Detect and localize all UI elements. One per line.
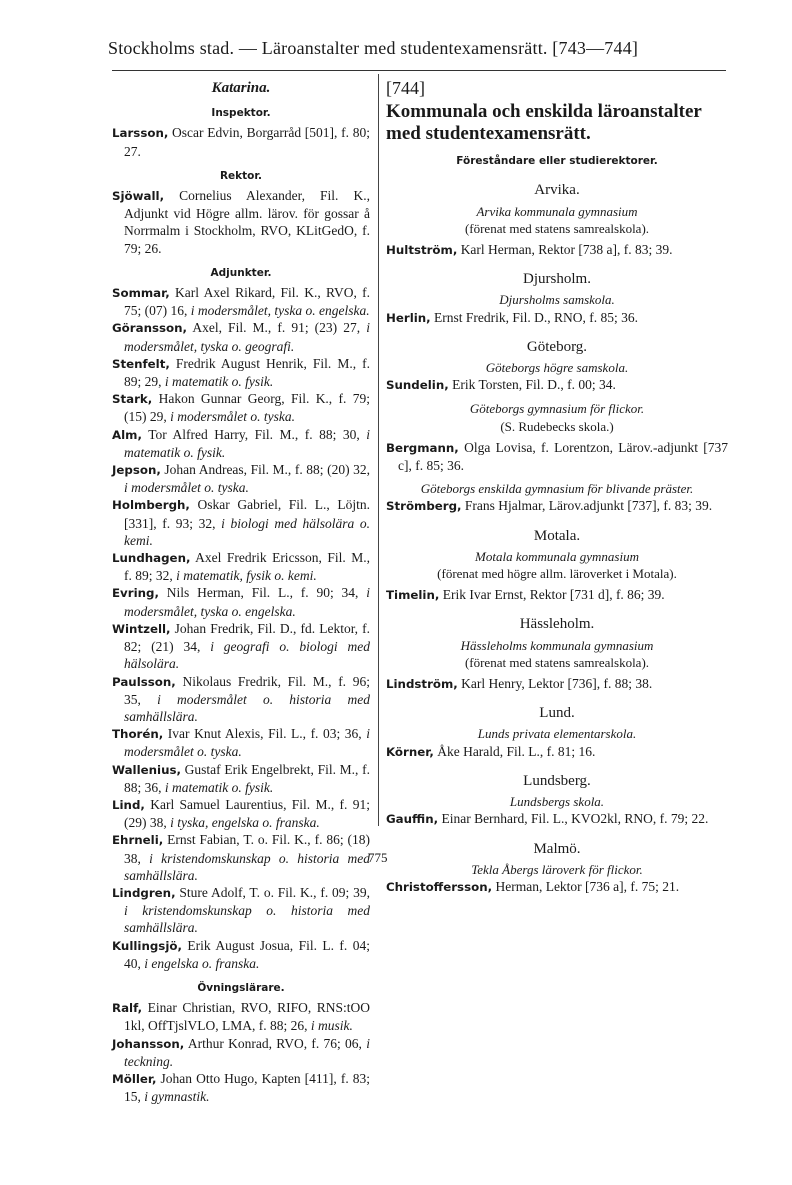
adjunkter-heading: Adjunkter.	[210, 266, 272, 279]
school-arvika: Arvika kommunala gymnasium	[476, 203, 638, 219]
column-divider	[378, 74, 379, 826]
list-entry: Holmbergh, Oskar Gabriel, Fil. L., Löjtn. [331], f. 93; 32, i biologi med hälsolära o. kemi.	[112, 497, 370, 548]
city-motala: Motala.	[533, 527, 581, 544]
entry-arvika: Hultström, Karl Herman, Rektor [738 a], f. 83; 39.	[386, 242, 673, 258]
school-goteborg-1: Göteborgs högre samskola.	[485, 360, 629, 376]
section-number: [744]	[386, 78, 425, 98]
school-motala: Motala kommunala gymnasium	[475, 548, 639, 564]
list-entry: Göransson, Axel, Fil. M., f. 91; (23) 27, i modersmålet, tyska o. geografi.	[112, 320, 370, 354]
section-title: Kommunala och enskilda läroanstalter med studentexamensrätt.	[386, 101, 702, 145]
list-entry: Stark, Hakon Gunnar Georg, Fil. K., f. 79; (15) 29, i modersmålet o. tyska.	[112, 391, 370, 425]
entry-lundsberg: Gauffin, Einar Bernhard, Fil. L., KVO2kl, RNO, f. 79; 22.	[386, 811, 709, 827]
list-entry: Stenfelt, Fredrik August Henrik, Fil. M., f. 89; 29, i matematik o. fysik.	[112, 355, 370, 390]
list-entry: Kullingsjö, Erik August Josua, Fil. L. f. 04; 40, i engelska o. franska.	[112, 937, 370, 971]
ovningslarare-heading: Övningslärare.	[197, 981, 285, 994]
city-lundsberg: Lundsberg.	[523, 772, 591, 789]
school-goteborg-3: Göteborgs enskilda gymnasium för blivande präster.	[420, 481, 694, 497]
school-note-hassleholm: (förenat med statens samrealskola).	[464, 654, 650, 670]
list-entry: Lind, Karl Samuel Laurentius, Fil. M., f. 91; (29) 38, i tyska, engelska o. franska.	[112, 796, 370, 831]
page-number: 775	[368, 850, 388, 865]
list-entry: Ehrneli, Ernst Fabian, T. o. Fil. K., f. 86; (18) 38, i kristendomskunskap o. historia med samhällslära.	[112, 832, 370, 883]
city-lund: Lund.	[539, 705, 575, 722]
city-hassleholm: Hässleholm.	[519, 616, 595, 633]
school-heading: Katarina.	[211, 80, 271, 96]
city-malmo: Malmö.	[533, 840, 581, 857]
city-djursholm: Djursholm.	[523, 271, 591, 288]
forestandare-heading: Föreståndare eller studierektorer.	[456, 155, 658, 168]
school-note-motala: (förenat med högre allm. läroverket i Motala).	[437, 566, 677, 582]
list-entry: Sommar, Karl Axel Rikard, Fil. K., RVO, f. 75; (07) 16, i modersmålet, tyska o. engelska.	[112, 285, 370, 319]
entry-hassleholm: Lindström, Karl Henry, Lektor [736], f. 88; 38.	[386, 676, 653, 692]
list-entry: Alm, Tor Alfred Harry, Fil. M., f. 88; 30, i matematik o. fysik.	[112, 426, 370, 460]
list-entry: Möller, Johan Otto Hugo, Kapten [411], f. 83; 15, i gymnastik.	[112, 1070, 370, 1105]
list-entry: Wallenius, Gustaf Erik Engelbrekt, Fil. M., f. 88; 36, i matematik o. fysik.	[112, 761, 370, 795]
left-column	[112, 80, 370, 1105]
entry-goteborg-3: Strömberg, Frans Hjalmar, Lärov.adjunkt [737], f. 83; 39.	[386, 498, 713, 514]
list-entry: Lindgren, Sture Adolf, T. o. Fil. K., f. 09; 39, i kristendomskunskap o. historia med samhällslära.	[112, 884, 370, 936]
list-entry: Lundhagen, Axel Fredrik Ericsson, Fil. M., f. 89; 32, i matematik, fysik o. kemi.	[112, 550, 370, 584]
city-arvika: Arvika.	[534, 182, 580, 199]
entry-motala: Timelin, Erik Ivar Ernst, Rektor [731 d], f. 86; 39.	[386, 587, 665, 603]
school-hassleholm: Hässleholms kommunala gymnasium	[460, 637, 654, 653]
adjunkter-list	[112, 284, 370, 972]
right-column	[386, 80, 728, 896]
school-goteborg-2: Göteborgs gymnasium för flickor.	[469, 401, 645, 417]
entry-malmo: Christoffersson, Herman, Lektor [736 a], f. 75; 21.	[386, 878, 680, 894]
list-entry: Ralf, Einar Christian, RVO, RIFO, RNS:tOO 1kl, OffTjslVLO, LMA, f. 88; 26, i musik.	[112, 1000, 370, 1034]
list-entry: Wintzell, Johan Fredrik, Fil. D., fd. Lektor, f. 82; (21) 34, i geografi o. biologi med hälsolära.	[112, 620, 370, 672]
list-entry: Thorén, Ivar Knut Alexis, Fil. L., f. 03; 36, i modersmålet o. tyska.	[112, 726, 370, 760]
school-note-goteborg-2: (S. Rudebecks skola.)	[500, 418, 614, 434]
list-entry: Johansson, Arthur Konrad, RVO, f. 76; 06, i teckning.	[112, 1035, 370, 1069]
list-entry: Evring, Nils Herman, Fil. L., f. 90; 34, i modersmålet, tyska o. engelska.	[112, 585, 370, 619]
inspektor-entry: Larsson, Oscar Edvin, Borgarråd [501], f. 80; 27.	[112, 125, 370, 159]
school-malmo: Tekla Åbergs läroverk för flickor.	[471, 861, 643, 877]
rektor-heading: Rektor.	[219, 169, 263, 182]
entry-djursholm: Herlin, Ernst Fredrik, Fil. D., RNO, f. 85; 36.	[386, 309, 639, 325]
inspektor-heading: Inspektor.	[211, 107, 271, 120]
school-note-arvika: (förenat med statens samrealskola).	[464, 220, 650, 236]
entry-lund: Körner, Åke Harald, Fil. L., f. 81; 16.	[386, 743, 596, 759]
list-entry: Jepson, Johan Andreas, Fil. M., f. 88; (20) 32, i modersmålet o. tyska.	[112, 462, 370, 496]
city-goteborg: Göteborg.	[526, 338, 588, 355]
school-djursholm: Djursholms samskola.	[499, 292, 615, 308]
header-rule	[112, 70, 726, 71]
ovningslarare-list	[112, 999, 370, 1105]
entry-goteborg-1: Sundelin, Erik Torsten, Fil. D., f. 00; 34.	[386, 377, 616, 393]
list-entry: Paulsson, Nikolaus Fredrik, Fil. M., f. 96; 35, i modersmålet o. historia med samhällslära.	[112, 673, 370, 724]
running-header: Stockholms stad. — Läroanstalter med studentexamensrätt. [743—744]	[108, 38, 639, 58]
school-lund: Lunds privata elementarskola.	[477, 726, 637, 742]
rektor-entry: Sjöwall, Cornelius Alexander, Fil. K., Adjunkt vid Högre allm. lärov. för gossar å Norrmalm i Stockholm, RVO, KLitGedO, f. 79; 26.	[112, 188, 370, 256]
entry-goteborg-2: Bergmann, Olga Lovisa, f. Lorentzon, Lärov.-adjunkt [737 c], f. 85; 36.	[386, 439, 728, 474]
school-lundsberg: Lundsbergs skola.	[509, 794, 605, 810]
